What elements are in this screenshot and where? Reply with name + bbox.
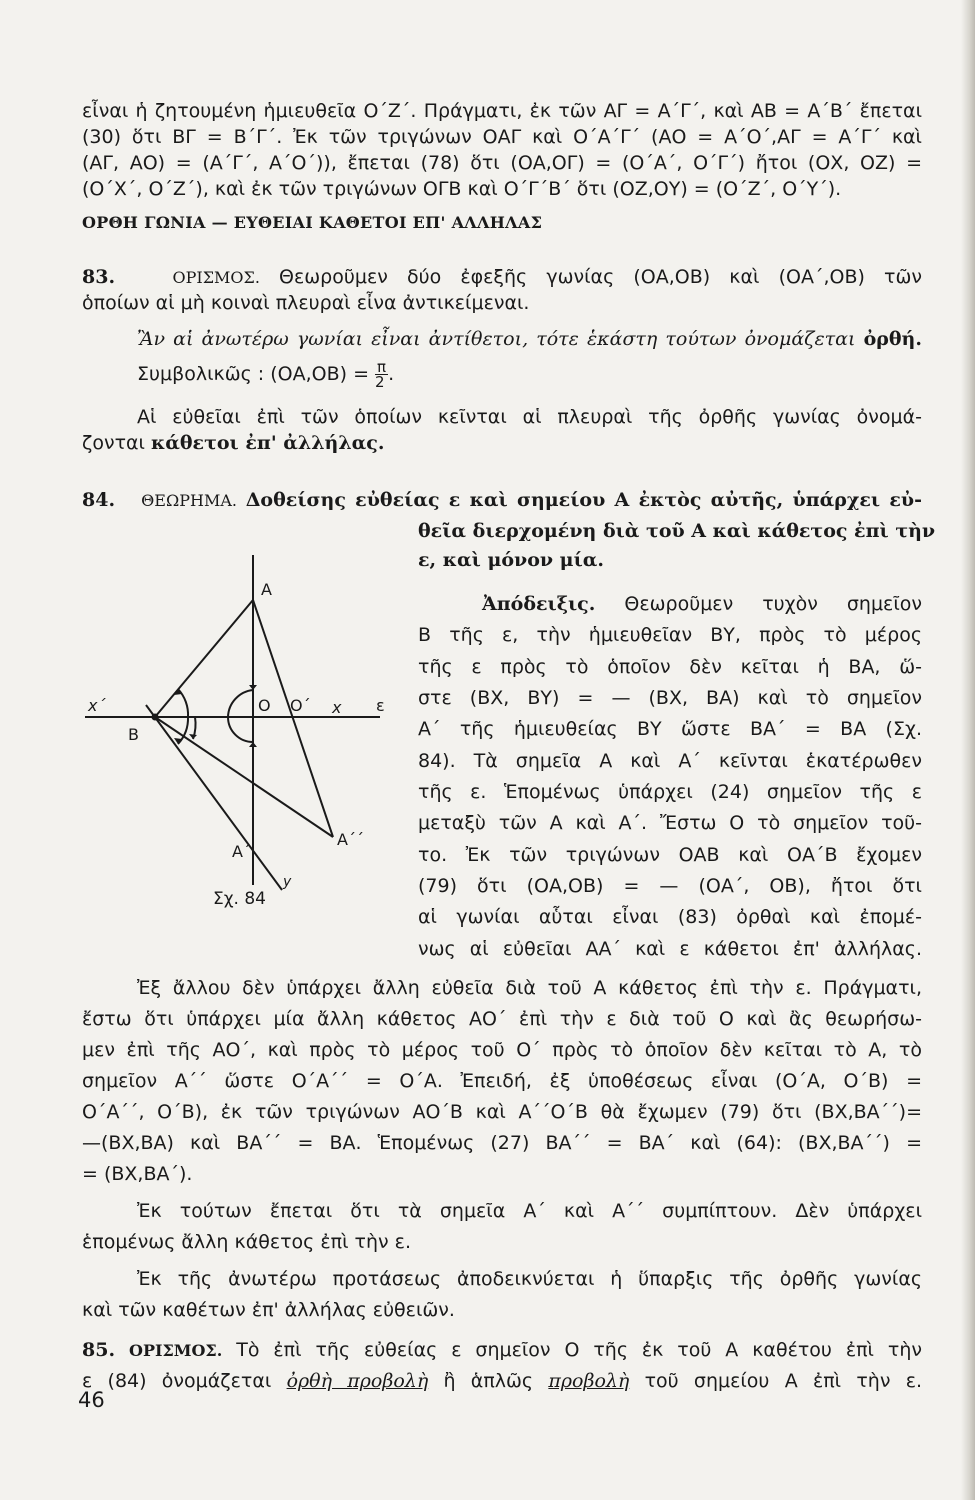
p85-term-provole: προβολὴ	[548, 1370, 630, 1392]
right-angle-arc-lower	[228, 717, 253, 742]
p85-label: ΟΡΙΣΜΟΣ.	[129, 1341, 223, 1360]
label-x-prime: x΄	[88, 696, 106, 715]
proof-line-first	[482, 591, 922, 617]
figure-caption: Σχ. 84	[213, 889, 267, 909]
label-O: O	[258, 696, 271, 715]
uniqueness-line: Ο΄Α΄΄, Ο΄Β), ἐκ τῶν τριγώνων ΑΟ΄Β καὶ Α΄΄Ο΄Β θὰ ἔχωμεν (79) ὅτι (ΒΧ,ΒΑ΄΄)=	[82, 1101, 922, 1123]
arc-arrowhead	[249, 685, 257, 690]
proof-line: 84). Τὰ σημεῖα Α καὶ Α΄ κεῖνται ἑκατέρωθεν	[418, 750, 922, 772]
p84-label: ΘΕΩΡΗΜΑ.	[141, 491, 237, 510]
uniqueness-line: Ἐξ ἄλλου δὲν ὑπάρχει ἄλλη εὐθεῖα διὰ τοῦ Α κάθετος ἐπὶ τὴν ε. Πράγματι,	[137, 977, 922, 999]
uniqueness-line: —(ΒΧ,ΒΑ) καὶ ΒΑ΄΄ = ΒΑ. Ἑπομένως (27) ΒΑ΄΄ = ΒΑ΄ καὶ (64): (ΒΧ,ΒΑ΄΄) =	[82, 1132, 922, 1154]
page-edge	[961, 0, 975, 1500]
p85-text-b: ἢ ἁπλῶς	[443, 1370, 534, 1392]
p84-statement-line3: ε, καὶ μόνον μία.	[418, 549, 605, 571]
p83-italic-text: Ἂν αἱ ἀνωτέρω γωνίαι εἶναι ἀντίθετοι, τότε ἑκάστη τούτων ὀνομάζεται	[137, 328, 856, 350]
coincide-line: Ἐκ τούτων ἔπεται ὅτι τὰ σημεῖα Α΄ καὶ Α΄΄ συμπίπτουν. Δὲν ὑπάρχει	[137, 1200, 922, 1222]
label-A-double-prime: A΄΄	[337, 830, 364, 849]
p83-bold-word: ὀρθή.	[863, 328, 922, 350]
p83-bold-term: κάθετοι ἐπ' ἀλλήλας.	[151, 432, 385, 454]
section-heading: ΟΡΘΗ ΓΩΝΙΑ — ΕΥΘΕΙΑΙ ΚΑΘΕΤΟΙ ΕΠ' ΑΛΛΗΛΑΣ	[82, 213, 543, 232]
uniqueness-line: ἔστω ὅτι ὑπάρχει μία ἄλλη κάθετος ΑΟ΄ ἐπὶ τὴν ε διὰ τοῦ Ο καὶ ἂς θεωρήσω-	[82, 1008, 922, 1030]
p83-number: 83.	[82, 266, 116, 288]
segment-BA	[155, 600, 253, 717]
uniqueness-line: σημεῖον Α΄΄ ὥστε Ο΄Α΄΄ = Ο΄Α. Ἐπειδή, ἐξ ὑποθέσεως εἶναι (Ο΄Α, Ο΄Β) =	[82, 1070, 922, 1092]
top-paragraph-line: (ΑΓ, ΑΟ) = (Α΄Γ΄, Α΄Ο΄)), ἔπεται (78) ὅτι (ΟΑ,ΟΓ) = (Ο΄Α΄, Ο΄Γ΄) ἤτοι (ΟΧ, ΟΖ) =	[82, 152, 922, 174]
proof-line: αἱ γωνίαι αὗται εἶναι (83) ὀρθαὶ καὶ ἐπομέ-	[418, 906, 922, 928]
p84-statement-line1	[82, 487, 922, 514]
label-A: A	[261, 580, 272, 599]
coincide-line: ἑπομένως ἄλλη κάθετος ἐπὶ τὴν ε.	[82, 1231, 411, 1253]
p83-symbolic-text: Συμβολικῶς : (ΟΑ,ΟΒ) =	[137, 363, 370, 385]
fraction-numerator: π	[377, 358, 387, 376]
p83-symbolic-line: Συμβολικῶς : (ΟΑ,ΟΒ) = $\frac{\pi}{2}$ .	[137, 358, 395, 391]
uniqueness-line: = (ΒΧ,ΒΑ΄).	[82, 1163, 193, 1185]
segment-B-A-double-prime	[155, 717, 333, 837]
p84-statement-text: Δοθείσης εὐθείας ε καὶ σημείου Α ἐκτὸς αὐτῆς, ὑπάρχει εὐ-	[245, 489, 922, 511]
p85-line2	[82, 1368, 922, 1394]
point-B	[152, 714, 159, 721]
top-paragraph-line: (30) ὅτι ΒΓ = Β΄Γ΄. Ἐκ τῶν τριγώνων ΟΑΓ καὶ Ο΄Α΄Γ΄ (ΑΟ = Α΄Ο΄,ΑΓ = Α΄Γ΄ καὶ	[82, 126, 922, 148]
p83-line6-text: ζονται	[82, 432, 145, 454]
segment-A-A-double-prime	[253, 600, 333, 837]
pi-over-two-fraction	[375, 360, 388, 389]
p84-statement-line2: θεῖα διερχομένη διὰ τοῦ Α καὶ κάθετος ἐπὶ τὴν	[418, 520, 936, 542]
p83-line2: ὁποίων αἱ μὴ κοιναὶ πλευραὶ εἶνα ἀντικείμεναι.	[82, 292, 530, 314]
p85-line1	[82, 1337, 922, 1364]
p85-text: Τὸ ἐπὶ τῆς εὐθείας ε σημεῖον Ο τῆς ἐκ τοῦ Α καθέτου ἐπὶ τὴν	[236, 1339, 922, 1361]
ray-By	[146, 705, 282, 890]
proof-line: τῆς ε. Ἑπομένως ὑπάρχει (24) σημεῖον τῆς ε	[418, 781, 922, 803]
top-paragraph-line: (Ο΄Χ΄, Ο΄Ζ΄), καὶ ἐκ τῶν τριγώνων ΟΓΒ καὶ Ο΄Γ΄Β΄ ὅτι (ΟΖ,ΟΥ) = (Ο΄Ζ΄, Ο΄Υ΄).	[82, 178, 842, 200]
proof-label: Ἀπόδειξις.	[482, 593, 596, 615]
proof-line: τῆς ε πρὸς τὸ ὁποῖον δὲν κεῖται ἡ ΒΑ, ὥ-	[418, 656, 922, 678]
label-O-prime: O΄	[290, 696, 311, 715]
top-paragraph-line: εἶναι ἡ ζητουμένη ἡμιευθεῖα Ο΄Ζ΄. Πράγματι, ἐκ τῶν ΑΓ = Α΄Γ΄, καὶ ΑΒ = Α΄Β΄ ἔπεται	[82, 100, 922, 122]
p83-line6	[82, 430, 922, 456]
proof-line: Α΄ τῆς ἡμιευθείας ΒΥ ὥστε ΒΑ΄ = ΒΑ (Σχ.	[418, 718, 922, 740]
fraction-denominator: 2	[375, 373, 385, 391]
proof-line: μεταξὺ τῶν Α καὶ Α΄. Ἔστω Ο τὸ σημεῖον τοῦ-	[418, 812, 922, 834]
p84-number: 84.	[82, 489, 116, 511]
proof-line: Β τῆς ε, τὴν ἡμιευθεῖαν ΒΥ, πρὸς τὸ μέρος	[418, 624, 922, 646]
uniqueness-line: μεν ἐπὶ τῆς ΑΟ΄, καὶ πρὸς τὸ μέρος τοῦ Ο΄ πρὸς τὸ ὁποῖον δὲν κεῖται τὸ Α, τὸ	[82, 1039, 922, 1061]
label-x: x	[332, 698, 342, 717]
figure-84-diagram	[70, 545, 410, 920]
arc-arrowhead	[189, 734, 197, 739]
conclusion-line: καὶ τῶν καθέτων ἐπ' ἀλλήλας εὐθειῶν.	[82, 1299, 455, 1321]
proof-text: Θεωροῦμεν τυχὸν σημεῖον	[624, 593, 922, 615]
proof-line: νως αἱ εὐθεῖαι ΑΑ΄ καὶ ε κάθετοι ἐπ' ἀλλήλας.	[418, 938, 922, 960]
proof-line: (79) ὅτι (ΟΑ,ΟΒ) = — (ΟΑ΄, ΟΒ), ἤτοι ὅτι	[418, 875, 922, 897]
p83-line3	[137, 326, 922, 352]
p85-number: 85.	[82, 1339, 116, 1361]
label-e: ε	[376, 696, 385, 715]
page-number: 46	[78, 1388, 105, 1412]
label-B: B	[128, 725, 139, 744]
p83-line1	[82, 264, 922, 291]
label-A-prime: A΄	[232, 842, 251, 861]
proof-line: στε (ΒΧ, ΒΥ) = — (ΒΧ, ΒΑ) καὶ τὸ σημεῖον	[418, 687, 922, 709]
label-y: y	[283, 874, 292, 890]
proof-line: το. Ἐκ τῶν τριγώνων ΟΑΒ καὶ ΟΑ΄Β ἔχομεν	[418, 844, 922, 866]
p85-term-orthe-provole: ὀρθὴ προβολὴ	[286, 1370, 429, 1392]
p83-text: Θεωροῦμεν δύο ἐφεξῆς γωνίας (ΟΑ,ΟΒ) καὶ (ΟΑ΄,ΟΒ) τῶν	[279, 266, 922, 288]
p85-text-c: τοῦ σημείου Α ἐπὶ τὴν ε.	[644, 1370, 923, 1392]
right-angle-arc-upper	[228, 690, 253, 717]
p83-label: ΟΡΙΣΜΟΣ.	[172, 268, 260, 287]
p83-line5: Αἱ εὐθεῖαι ἐπὶ τῶν ὁποίων κεῖνται αἱ πλευραὶ τῆς ὀρθῆς γωνίας ὀνομά-	[137, 406, 922, 428]
p85-text-a: ε (84) ὀνομάζεται	[82, 1370, 272, 1392]
conclusion-line: Ἐκ τῆς ἀνωτέρω προτάσεως ἀποδεικνύεται ἡ ὕπαρξις τῆς ὀρθῆς γωνίας	[137, 1268, 922, 1290]
